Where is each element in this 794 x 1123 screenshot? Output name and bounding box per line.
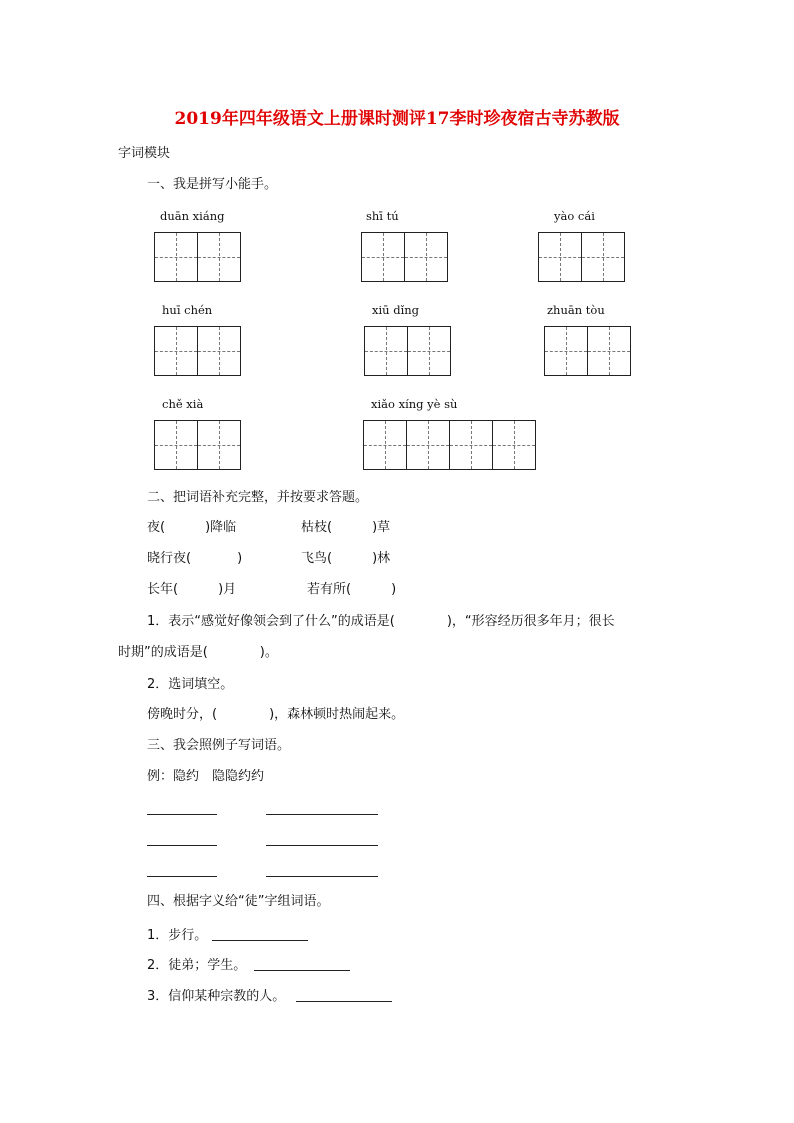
pinyin-8: xiǎo xíng yè sù [371,397,458,411]
answer-line[interactable] [212,940,308,941]
section4-item-2: 2．徒弟；学生。 [147,958,247,973]
fill-row-3b: 若有所( ) [307,582,397,597]
fill-row-1a: 夜( )降临 [147,520,237,535]
pinyin-7: chě xià [162,397,204,411]
writing-grid-1[interactable] [154,232,241,282]
answer-line[interactable] [266,845,378,846]
pinyin-5: xiū dǐng [372,303,420,317]
pinyin-2: shī tú [366,209,399,223]
section2-heading: 二、把词语补充完整，并按要求答题。 [147,490,369,505]
section4-item-3: 3．信仰某种宗教的人。 [147,989,286,1004]
writing-grid-2[interactable] [361,232,448,282]
answer-line[interactable] [147,876,217,877]
answer-line[interactable] [147,814,217,815]
writing-grid-4[interactable] [154,326,241,376]
question-2-sentence: 傍晚时分，( )，森林顿时热闹起来。 [147,707,405,722]
answer-line[interactable] [266,814,378,815]
answer-line[interactable] [147,845,217,846]
question-2: 2．选词填空。 [147,677,234,692]
page-title: 2019年四年级语文上册课时测评17李时珍夜宿古寺苏教版 [174,109,620,129]
pinyin-6: zhuān tòu [547,303,605,317]
answer-line[interactable] [266,876,378,877]
fill-row-2b: 飞鸟( )林 [301,551,391,566]
section1-heading: 一、我是拼写小能手。 [147,177,278,192]
section4-heading: 四、根据字义给“徒”字组词语。 [147,894,330,909]
pinyin-4: huī chén [162,303,213,317]
fill-row-2a: 晓行夜( ) [147,551,243,566]
writing-grid-3[interactable] [538,232,625,282]
section4-item-1: 1．步行。 [147,928,208,943]
pinyin-3: yào cái [554,209,595,223]
writing-grid-5[interactable] [364,326,451,376]
writing-grid-7[interactable] [154,420,241,470]
section3-example: 例：隐约 隐隐约约 [147,769,265,784]
question-1-line1: 1．表示“感觉好像领会到了什么”的成语是( )，“形容经历很多年月；很长 [147,614,615,629]
answer-line[interactable] [254,970,350,971]
pinyin-1: duān xiáng [160,209,225,223]
answer-line[interactable] [296,1001,392,1002]
question-1-line2: 时期”的成语是( )。 [118,645,278,660]
section3-heading: 三、我会照例子写词语。 [147,738,291,753]
writing-grid-6[interactable] [544,326,631,376]
fill-row-3a: 长年( )月 [147,582,237,597]
fill-row-1b: 枯枝( )草 [301,520,391,535]
module-label: 字词模块 [118,146,171,161]
writing-grid-8[interactable] [363,420,536,470]
